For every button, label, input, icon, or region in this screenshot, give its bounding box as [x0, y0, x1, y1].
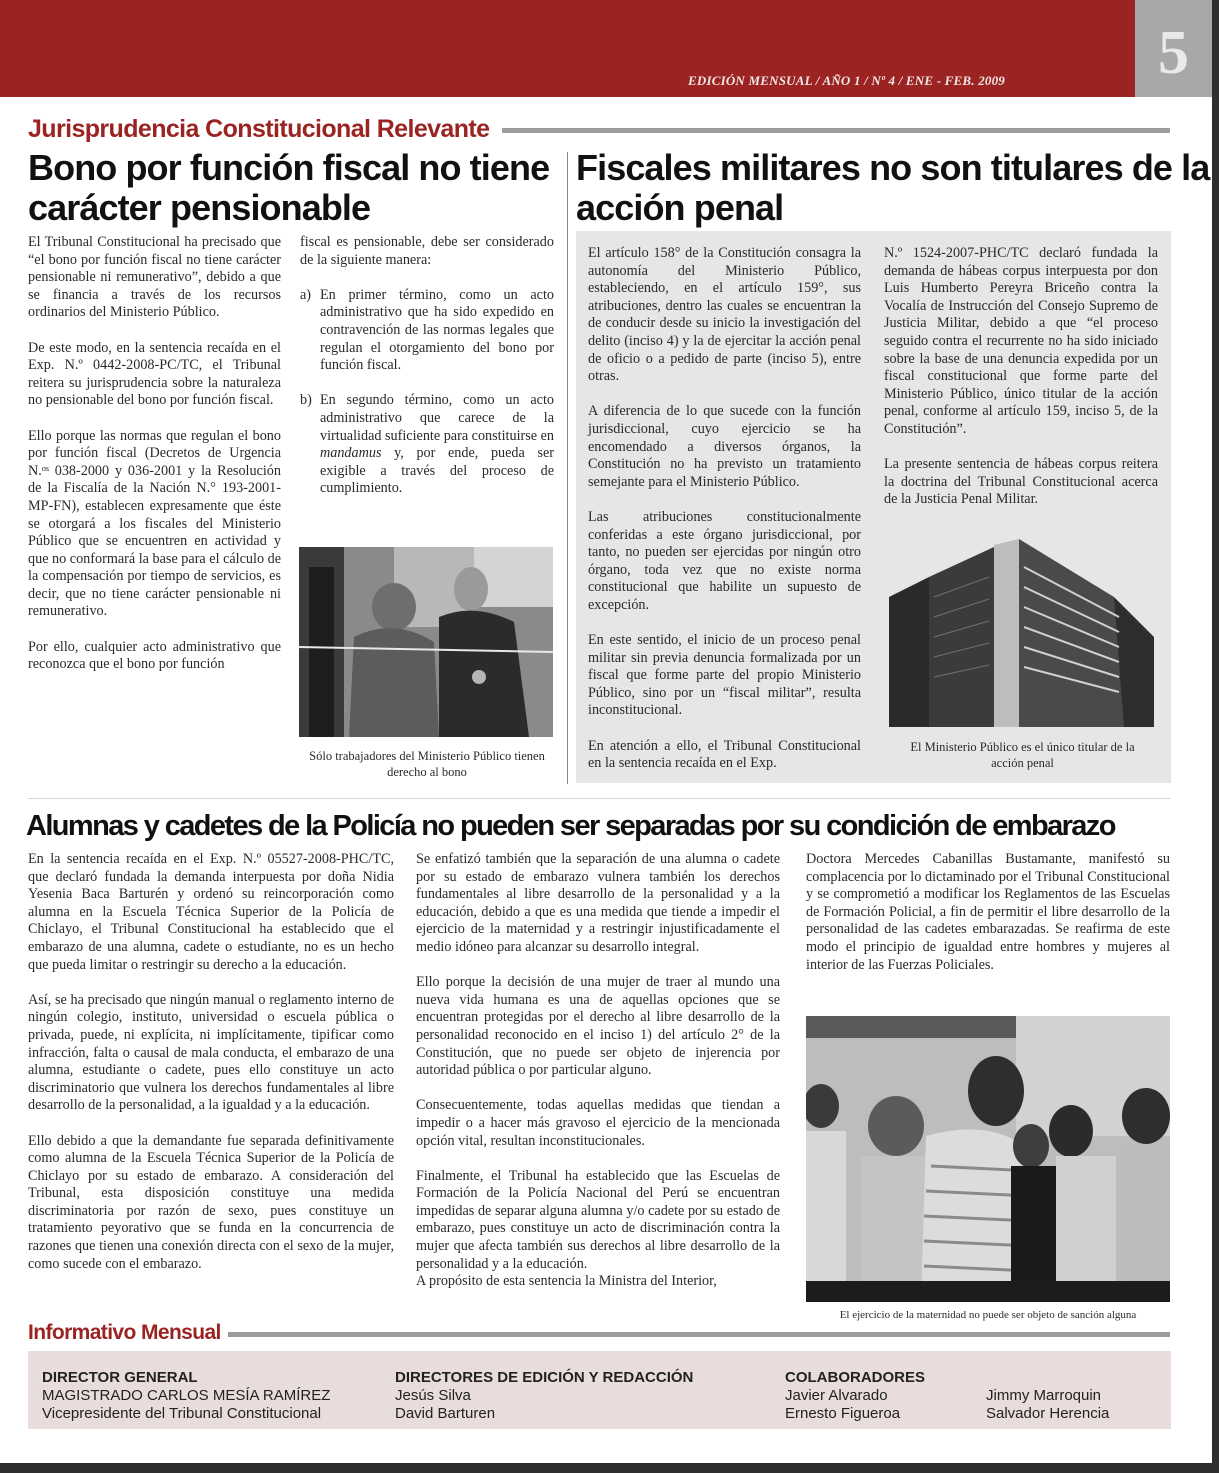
paragraph: N.º 1524-2007-PHC/TC declaró fundada la demanda de hábeas corpus interpuesta por don Luis Humberto Pereyra Briceño contra la Vocalía de Instrucción del Consejo Supremo de Justicia Militar, debido a que “el proceso seguido contra el recurrente no ha sido iniciado sobre la base de una denuncia expedida por un fiscal constitucional que forme parte del Ministerio Público, único titular de la acción penal, conforme al artículo 159, inciso 5, de la Constitución”. — [884, 245, 1158, 437]
list-item-b — [300, 392, 554, 498]
paragraph: Ello debido a que la demandante fue separada definitivamente como alumna de la Escuela Técnica Superior de la Policía de Chiclayo por su estado de embarazo. A consideración del Tribunal, esta disposición constituye una medida discriminatoria por razón de sexo, pues constituye un tratamiento peyorativo que se funda en la concurrencia de razones que tienen una conexión directa con el sexo de la mujer, como sucede con el embarazo. — [28, 1132, 394, 1272]
article1-headline-line2: carácter pensionable — [28, 187, 371, 228]
credits-box — [28, 1351, 1171, 1429]
paragraph: fiscal es pensionable, debe ser considerado de la siguiente manera: — [300, 234, 554, 268]
article3-column3 — [806, 851, 1170, 974]
directores-edicion — [395, 1369, 693, 1423]
paragraph: La presente sentencia de hábeas corpus reitera la doctrina del Tribunal Constitucional acerca de la Justicia Penal Militar. — [884, 456, 1158, 508]
building-image — [884, 537, 1160, 732]
colaborador-name: Jimmy Marroquin — [986, 1387, 1102, 1404]
colaboradores — [785, 1369, 925, 1423]
ribbon-cutting-image — [299, 547, 553, 737]
paragraph: De este modo, en la sentencia recaída en el Exp. N.º 0442-2008-PC/TC, el Tribunal reitera su jurisprudencia sobre la naturaleza no pensionable del bono por función fiscal. — [28, 339, 281, 409]
article3-top-rule — [28, 798, 1171, 799]
article1-headline — [28, 148, 549, 228]
cadet-image — [806, 1016, 1170, 1302]
section-label: Jurisprudencia Constitucional Relevante — [28, 115, 490, 143]
article2-column1 — [588, 245, 861, 773]
paragraph: Se enfatizó también que la separación de una alumna o cadete por su estado de embarazo vulnera también los derechos fundamentales al libre desarrollo de la personalidad y a la educación, debido a que es una medida que tiende a impedir el ejercicio de la maternidad y a restringir injustificadamente el medio idóneo para alcanzar su desarrollo integral. — [416, 851, 780, 955]
column-divider — [567, 152, 568, 784]
ribbon-cutting-photo — [299, 547, 553, 737]
list-item-label: b) — [300, 392, 312, 409]
colaborador-name: Ernesto Figueroa — [785, 1405, 901, 1422]
paragraph: En atención a ello, el Tribunal Constitucional en la sentencia recaída en el Exp. — [588, 737, 861, 772]
director-general-role: Vicepresidente del Tribunal Constitucional — [42, 1405, 322, 1422]
director-name: David Barturen — [395, 1405, 496, 1422]
article3-headline: Alumnas y cadetes de la Policía no pueden ser separadas por su condición de embarazo — [26, 810, 1115, 842]
article1-column1 — [28, 234, 281, 674]
paragraph: En la sentencia recaída en el Exp. N.º 05527-2008-PHC/TC, que declaró fundada la demanda interpuesta por doña Nidia Yesenia Baca Barturén y ordenó su reincorporación como alumna en la Escuela Técnica Superior de la Policía de Chiclayo, el Tribunal Constitucional ha establecido que el embarazo de una alumna, cadete o estudiante, no es un hecho que pueda limitar o restringir su derecho a la educación. — [28, 851, 394, 973]
director-general-name: MAGISTRADO CARLOS MESÍA RAMÍREZ — [42, 1387, 331, 1404]
paragraph: El Tribunal Constitucional ha precisado que “el bono por función fiscal no tiene carácter pensionable ni remunerativo”, debido a que se financia a través de los recursos ordinarios del Ministerio Público. — [28, 234, 281, 321]
list-item-text: En primer término, como un acto administrativo que ha sido expedido en contravención de las normas legales que regulan el otorgamiento del bono por función fiscal. — [320, 286, 554, 374]
article1-column2 — [300, 234, 554, 498]
article2-photo-caption: El Ministerio Público es el único titular de la acción penal — [910, 740, 1135, 770]
page-number: 5 — [1158, 19, 1189, 87]
section-rule — [502, 128, 1170, 133]
list-item-a — [300, 287, 554, 375]
director-general-heading: DIRECTOR GENERAL — [42, 1369, 198, 1386]
page-number-box — [1135, 0, 1212, 97]
paragraph: A diferencia de lo que sucede con la función jurisdiccional, cuyo ejercicio se ha encomendado a diversos órganos, la Constitución no ha previsto un tratamiento semejante para el Ministerio Público. — [588, 403, 861, 490]
italic-term: mandamus — [320, 445, 382, 462]
colaboradores-heading: COLABORADORES — [785, 1369, 926, 1386]
director-name: Jesús Silva — [395, 1387, 471, 1404]
article2-headline-line2: acción penal — [576, 187, 784, 228]
cadet-photo — [806, 1016, 1170, 1302]
paragraph: Doctora Mercedes Cabanillas Bustamante, manifestó su complacencia por lo dictaminado por el Tribunal Constitucional y se comprometió a modificar los Reglamentos de las Escuelas de Formación Policial, a fin de permitir el libre desarrollo de la personalidad de las cadetes embarazadas. Se reafirma de este modo el principio de igualdad entre hombres y mujeres al interior de las Fuerzas Policiales. — [806, 851, 1170, 973]
article2-headline-line1: Fiscales militares no son titulares de la — [576, 147, 1210, 188]
colaborador-name: Javier Alvarado — [785, 1387, 888, 1404]
paragraph: Las atribuciones constitucionalmente conferidas a este órgano jurisdiccional, por tanto, no pueden ser ejercidas por ningún otro órgano, toda vez que no existe norma constitucional que habilite un supuesto de excepción. — [588, 508, 861, 613]
article2-column2 — [884, 245, 1158, 509]
article3-column1 — [28, 851, 394, 1273]
paragraph: Finalmente, el Tribunal ha establecido que las Escuelas de Formación de la Policía Nacional del Perú se encuentran impedidas de separar alguna alumna y/o cadete por su estado de embarazo, pues constituye un acto de discriminación contra la mujer que afecta también sus derechos al libre desarrollo de la personalidad y a la educación. — [416, 1167, 780, 1272]
paragraph: En este sentido, el inicio de un proceso penal militar sin previa denuncia formalizada por un fiscal que forme parte del propio Ministerio Público, sino por un “fiscal militar”, resulta inconstitucional. — [588, 632, 861, 719]
paragraph: Consecuentemente, todas aquellas medidas que tiendan a impedir o a hacer más gravoso el ejercicio de la mencionada opción vital, resultan inconstitucionales. — [416, 1097, 780, 1149]
text-segment: En segundo término, como un acto administrativo que carece de la virtualidad suficiente para constituirse en — [320, 392, 555, 444]
article1-headline-line1: Bono por función fiscal no tiene — [28, 147, 550, 188]
text-segment: y, por ende, pueda ser exigible a través del proceso de cumplimiento. — [320, 445, 554, 497]
paragraph: Por ello, cualquier acto administrativo que reconozca que el bono por función — [28, 638, 281, 673]
paragraph: Ello porque la decisión de una mujer de traer al mundo una nueva vida humana es una de aquellas opciones que se encuentran protegidas por el derecho al libre desarrollo de la personalidad reconocido en el inciso 1) del artículo 2° de la Constitución, que no puede ser objeto de injerencia por autoridad pública o por particular alguno. — [416, 974, 780, 1079]
directores-heading: DIRECTORES DE EDICIÓN Y REDACCIÓN — [395, 1369, 694, 1386]
paragraph: A propósito de esta sentencia la Ministra del Interior, — [416, 1273, 717, 1290]
paragraph: Ello porque las normas que regulan el bono por función fiscal (Decretos de Urgencia N.ᵒˢ 038-2000 y 036-2001 y la Resolución de la Fiscalía de la Nación N.° 193-2001-MP-FN), establecen expresamente que éste se otorgará a los fiscales del Ministerio Público que se encuentren en actividad y que no conformará la base para el cálculo de la compensación por tiempo de servicios, es decir, que no tiene carácter pensionable ni remunerativo. — [28, 427, 281, 620]
header-bar — [0, 0, 1135, 97]
building-photo — [884, 537, 1160, 732]
article3-photo-caption: El ejercicio de la maternidad no puede ser objeto de sanción alguna — [839, 1309, 1137, 1321]
footer-rule — [228, 1332, 1170, 1337]
footer-label: Informativo Mensual — [28, 1321, 221, 1344]
edition-info: EDICIÓN MENSUAL / AÑO 1 / Nº 4 / ENE - FEB. 2009 — [688, 73, 1005, 88]
list-item-text — [320, 392, 554, 498]
colaboradores-2 — [986, 1387, 1109, 1423]
director-general — [42, 1369, 330, 1423]
article3-column2 — [416, 851, 780, 1291]
article2-headline — [576, 148, 1209, 228]
colaborador-name: Salvador Herencia — [986, 1405, 1110, 1422]
list-item-label: a) — [300, 286, 312, 303]
article1-photo-caption: Sólo trabajadores del Ministerio Público tienen derecho al bono — [309, 749, 545, 779]
paragraph: El artículo 158° de la Constitución consagra la autonomía del Ministerio Público, estableciendo, en el artículo 159°, sus atribuciones, dentro las cuales se encuentran la de conducir desde su inicio la investigación del delito (inciso 4) y la de ejercitar la acción penal de oficio o a pedido de parte (inciso 5), entre otras. — [588, 245, 861, 385]
paragraph: Así, se ha precisado que ningún manual o reglamento interno de ningún colegio, instituto, universidad o escuela pública o privada, puede, ni explícita, ni implícitamente, tipificar como infracción, falta o causal de mala conducta, el embarazo de una alumna, estudiante o cadete, pues ello constituye un acto discriminatorio que vulnera los derechos fundamentales al libre desarrollo de la personalidad, a la igualdad y a la educación. — [28, 991, 394, 1114]
